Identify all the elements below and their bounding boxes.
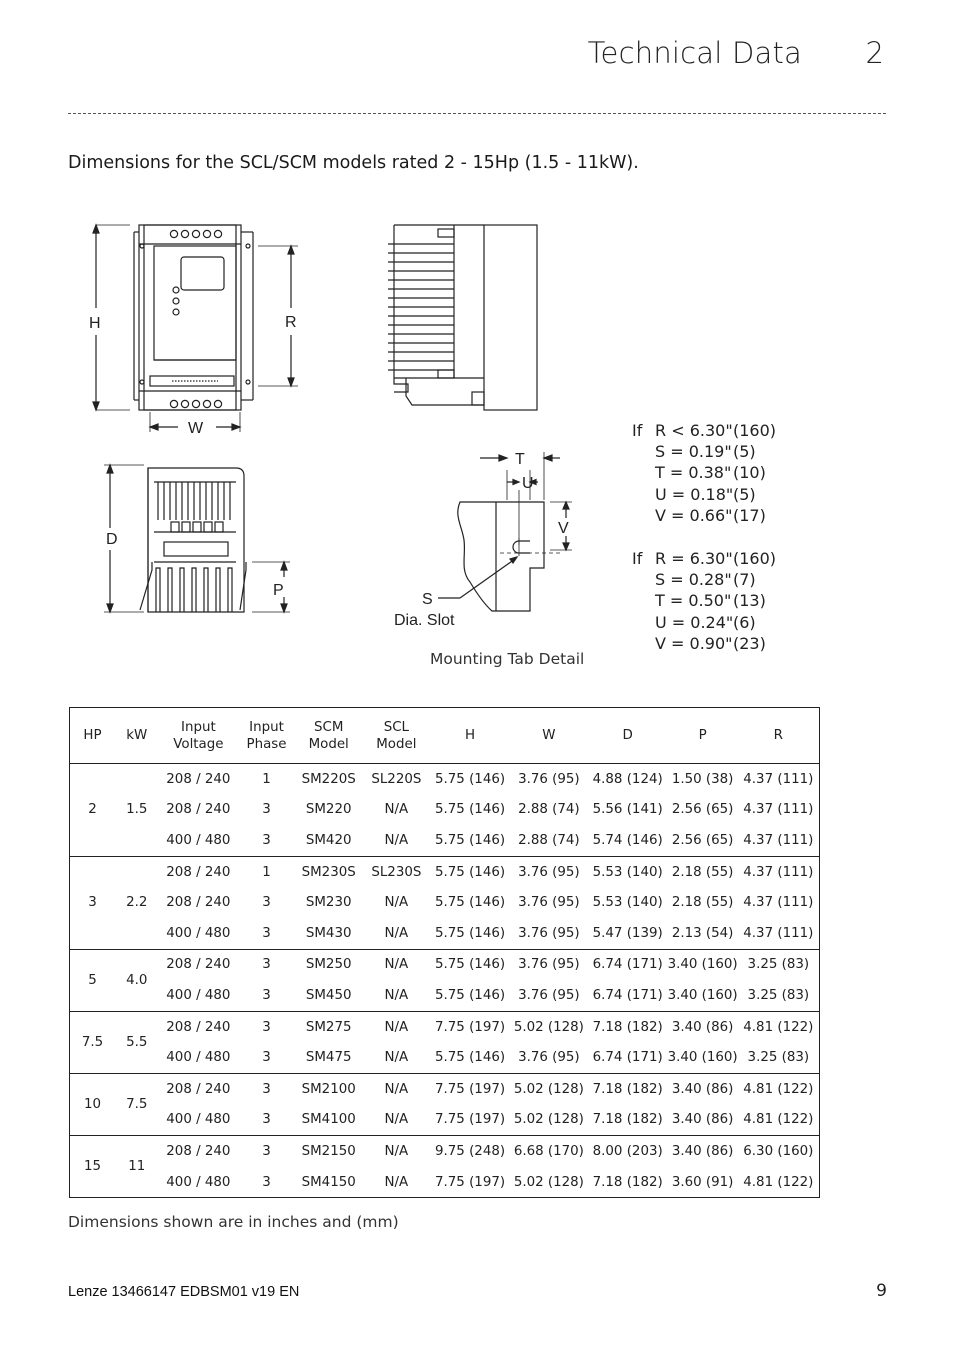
chapter-number: 2 (865, 36, 884, 70)
table-cell: 3 (262, 1050, 271, 1066)
label-s: S (422, 591, 433, 608)
table-cell: 5.75 (146) (435, 987, 506, 1003)
table-cell: 6.30 (160) (738, 1136, 820, 1167)
spec-expr: V = 0.66" (655, 505, 733, 525)
table-cell: 3.76 (95) (518, 895, 580, 911)
label-p: P (273, 582, 284, 599)
spec-group-small-r (632, 420, 783, 526)
table-cell: 3 (238, 1011, 295, 1042)
table-cell: SM230 (305, 895, 352, 911)
spec-prefix: If (632, 549, 643, 568)
table-cell: N/A (384, 895, 409, 911)
table-cell: 208 / 240 (166, 802, 231, 818)
table-row (70, 1105, 820, 1136)
table-cell: 3 (262, 1174, 271, 1190)
table-row (70, 918, 820, 949)
hp-cell: 5 (70, 949, 116, 1011)
spec-prefix (632, 484, 655, 505)
table-cell: N/A (363, 949, 431, 980)
column-header: P (668, 708, 738, 764)
table-cell: N/A (384, 1174, 409, 1190)
table-cell: 3.40 (86) (668, 1136, 738, 1167)
kw-cell: 11 (115, 1136, 159, 1198)
table-cell: 7.18 (182) (592, 1174, 663, 1190)
hp-cell: 10 (70, 1073, 116, 1135)
table-cell: 3.25 (83) (747, 1050, 810, 1066)
column-header: Input Phase (238, 708, 295, 764)
table-row (70, 949, 820, 980)
table-cell: SM475 (305, 1050, 352, 1066)
hp-cell: 3 (70, 856, 116, 949)
table-row (70, 887, 820, 918)
spec-mm: (10) (733, 463, 766, 483)
spec-mm: (17) (733, 505, 766, 525)
table-cell: 4.37 (111) (738, 856, 820, 887)
table-cell: 5.02 (128) (510, 1073, 588, 1104)
table-body (70, 764, 820, 1198)
spec-expr: U = 0.18" (655, 484, 734, 504)
table-cell: 400 / 480 (166, 987, 231, 1003)
table-cell: 5.75 (146) (435, 1050, 506, 1066)
column-header: kW (115, 708, 159, 764)
spec-mm: (5) (733, 442, 756, 462)
dimensions-table (69, 707, 820, 1198)
table-cell: 208 / 240 (159, 856, 239, 887)
spec-mm: (13) (733, 591, 766, 611)
table-cell: 3.25 (83) (738, 949, 820, 980)
table-cell: 2.56 (65) (671, 802, 734, 818)
table-cell: 1 (238, 764, 295, 795)
table-cell: SM4150 (301, 1174, 356, 1190)
column-header: Input Voltage (159, 708, 239, 764)
table-cell: 208 / 240 (159, 1136, 239, 1167)
spec-prefix (632, 441, 655, 462)
label-w: W (188, 420, 204, 437)
table-cell: 5.75 (146) (435, 832, 506, 848)
table-cell: SM450 (305, 987, 352, 1003)
table-cell: 400 / 480 (166, 1050, 231, 1066)
table-cell: 2.18 (55) (668, 856, 738, 887)
table-cell: 8.00 (203) (588, 1136, 668, 1167)
table-cell: 7.75 (197) (435, 1112, 506, 1128)
kw-cell: 7.5 (115, 1073, 159, 1135)
table-cell: 208 / 240 (159, 949, 239, 980)
table-cell: 4.37 (111) (743, 925, 814, 941)
table-cell: 4.37 (111) (738, 764, 820, 795)
table-row (70, 1073, 820, 1104)
table-cell: 4.81 (122) (738, 1011, 820, 1042)
spec-prefix (632, 633, 655, 654)
label-h: H (89, 315, 101, 332)
spec-prefix (632, 590, 655, 611)
table-cell: 7.18 (182) (588, 1073, 668, 1104)
table-cell: 3.76 (95) (510, 949, 588, 980)
table-cell: 7.75 (197) (435, 1174, 506, 1190)
spec-prefix: If (632, 421, 643, 440)
spec-expr: V = 0.90" (655, 633, 733, 653)
column-header: HP (70, 708, 116, 764)
table-cell: N/A (363, 1136, 431, 1167)
table-cell: 4.81 (122) (743, 1112, 814, 1128)
spec-mm: (5) (733, 484, 756, 504)
table-cell: 208 / 240 (159, 1011, 239, 1042)
table-cell: 3 (262, 802, 271, 818)
table-cell: 4.37 (111) (743, 832, 814, 848)
table-row (70, 856, 820, 887)
table-footnote: Dimensions shown are in inches and (mm) (68, 1213, 399, 1231)
table-cell: 7.18 (182) (592, 1112, 663, 1128)
spec-expr: S = 0.19" (655, 442, 732, 462)
table-cell: 3 (238, 1073, 295, 1104)
spec-mm: (160) (733, 549, 777, 568)
spec-expr: R = 6.30" (655, 549, 733, 568)
table-header-row (70, 708, 820, 764)
table-cell: SM430 (305, 925, 352, 941)
table-cell: 3 (262, 925, 271, 941)
table-cell: 3.40 (160) (667, 1050, 738, 1066)
table-cell: 400 / 480 (166, 1174, 231, 1190)
label-v: V (558, 520, 569, 537)
table-cell: 2.88 (74) (518, 832, 580, 848)
table-cell: SL220S (363, 764, 431, 795)
table-cell: 3.40 (86) (668, 1011, 738, 1042)
table-row (70, 825, 820, 856)
table-cell: 9.75 (248) (430, 1136, 510, 1167)
spec-expr: T = 0.38" (655, 463, 732, 483)
table-row (70, 795, 820, 826)
table-cell: SM275 (295, 1011, 363, 1042)
hp-cell: 15 (70, 1136, 116, 1198)
table-cell: 400 / 480 (166, 1112, 231, 1128)
table-row (70, 1011, 820, 1042)
kw-cell: 1.5 (115, 764, 159, 857)
table-row (70, 980, 820, 1011)
hp-cell: 7.5 (70, 1011, 116, 1073)
table-cell: 5.53 (140) (588, 856, 668, 887)
hp-cell: 2 (70, 764, 116, 857)
table-cell: 5.56 (141) (592, 802, 663, 818)
spec-prefix (632, 505, 655, 526)
spec-prefix (632, 612, 655, 633)
table-row (70, 764, 820, 795)
table-cell: 7.75 (197) (430, 1011, 510, 1042)
table-cell: 6.68 (170) (510, 1136, 588, 1167)
table-cell: 5.74 (146) (592, 832, 663, 848)
table-cell: 5.75 (146) (430, 764, 510, 795)
table-cell: SM2150 (295, 1136, 363, 1167)
page-subtitle: Dimensions for the SCL/SCM models rated 2 - 15Hp (1.5 - 11kW). (68, 153, 639, 173)
table-row (70, 1136, 820, 1167)
table-cell: SM250 (295, 949, 363, 980)
mounting-tab-detail-drawing (438, 452, 572, 612)
table-cell: 3.40 (160) (667, 987, 738, 1003)
column-header: D (588, 708, 668, 764)
table-cell: 3 (238, 1136, 295, 1167)
section-title: Technical Data (587, 36, 802, 70)
header-divider (68, 113, 886, 114)
column-header: H (430, 708, 510, 764)
spec-expr: S = 0.28" (655, 570, 732, 590)
table-cell: 5.47 (139) (592, 925, 663, 941)
table-cell: 1 (238, 856, 295, 887)
table-cell: SM4100 (301, 1112, 356, 1128)
table-cell: 208 / 240 (159, 764, 239, 795)
spec-mm: (23) (733, 633, 766, 653)
label-u: U (522, 475, 534, 492)
label-dia-slot: Dia. Slot (394, 612, 455, 629)
kw-cell: 5.5 (115, 1011, 159, 1073)
table-cell: 3.40 (86) (668, 1073, 738, 1104)
column-header: SCL Model (363, 708, 431, 764)
table-cell: 1.50 (38) (668, 764, 738, 795)
table-cell: 3.40 (86) (671, 1112, 734, 1128)
dimension-drawings (60, 200, 620, 630)
table-cell: N/A (384, 1112, 409, 1128)
table-cell: 6.74 (171) (588, 949, 668, 980)
label-r: R (285, 314, 297, 331)
table-cell: 4.81 (122) (738, 1073, 820, 1104)
table-cell: 5.02 (128) (510, 1011, 588, 1042)
kw-cell: 2.2 (115, 856, 159, 949)
table-cell: SL230S (363, 856, 431, 887)
table-cell: 5.53 (140) (592, 895, 663, 911)
table-cell: N/A (363, 1011, 431, 1042)
table-cell: 7.75 (197) (430, 1073, 510, 1104)
column-header: SCM Model (295, 708, 363, 764)
table-cell: N/A (363, 1073, 431, 1104)
table-cell: 5.75 (146) (435, 925, 506, 941)
table-cell: 3.76 (95) (510, 856, 588, 887)
table-cell: 3.25 (83) (747, 987, 810, 1003)
table-cell: 3 (262, 1112, 271, 1128)
table-cell: 2.18 (55) (671, 895, 734, 911)
table-cell: 2.56 (65) (671, 832, 734, 848)
table-cell: 3.60 (91) (671, 1174, 734, 1190)
spec-mm: (7) (733, 570, 756, 590)
table-cell: 3 (262, 832, 271, 848)
spec-group-large-r (632, 548, 783, 654)
table-cell: 400 / 480 (166, 832, 231, 848)
table-cell: 5.75 (146) (430, 949, 510, 980)
kw-cell: 4.0 (115, 949, 159, 1011)
table-cell: 5.75 (146) (435, 895, 506, 911)
drawing-caption: Mounting Tab Detail (430, 650, 585, 668)
table-cell: 7.18 (182) (588, 1011, 668, 1042)
table-row (70, 1042, 820, 1073)
table-cell: 3.76 (95) (518, 987, 580, 1003)
table-cell: 400 / 480 (166, 925, 231, 941)
table-cell: 6.74 (171) (592, 1050, 663, 1066)
table-cell: 208 / 240 (159, 1073, 239, 1104)
table-cell: 3.76 (95) (518, 1050, 580, 1066)
table-row (70, 1167, 820, 1198)
table-cell: N/A (384, 802, 409, 818)
column-header: W (510, 708, 588, 764)
table-cell: SM420 (305, 832, 352, 848)
label-d: D (106, 531, 118, 548)
spec-prefix (632, 569, 655, 590)
spec-expr: R < 6.30" (655, 421, 733, 440)
table-cell: 208 / 240 (166, 895, 231, 911)
spec-expr: T = 0.50" (655, 591, 732, 611)
table-cell: 3.40 (160) (668, 949, 738, 980)
spec-mm: (6) (733, 612, 756, 632)
table-cell: 5.02 (128) (513, 1112, 584, 1128)
table-cell: SM220S (295, 764, 363, 795)
table-cell: 6.74 (171) (592, 987, 663, 1003)
table-cell: 5.75 (146) (435, 802, 506, 818)
spec-expr: U = 0.24" (655, 612, 734, 632)
table-cell: N/A (384, 925, 409, 941)
table-cell: 3 (262, 987, 271, 1003)
footer-doc-id: Lenze 13466147 EDBSM01 v19 EN (68, 1284, 300, 1300)
table-cell: N/A (384, 1050, 409, 1066)
table-cell: 5.75 (146) (430, 856, 510, 887)
table-cell: 2.88 (74) (518, 802, 580, 818)
spec-mm: (160) (733, 421, 777, 440)
page-number: 9 (876, 1281, 887, 1301)
table-cell: N/A (384, 987, 409, 1003)
front-view-drawing (93, 225, 298, 432)
table-cell: N/A (384, 832, 409, 848)
table-cell: SM220 (305, 802, 352, 818)
table-cell: 3.76 (95) (510, 764, 588, 795)
table-cell: 4.81 (122) (743, 1174, 814, 1190)
table-cell: 3.76 (95) (518, 925, 580, 941)
table-cell: 4.37 (111) (743, 895, 814, 911)
table-cell: SM230S (295, 856, 363, 887)
table-cell: 4.88 (124) (588, 764, 668, 795)
table-cell: 5.02 (128) (513, 1174, 584, 1190)
label-t: T (515, 451, 525, 468)
column-header: R (738, 708, 820, 764)
spec-prefix (632, 462, 655, 483)
table-cell: 4.37 (111) (743, 802, 814, 818)
table-cell: SM2100 (295, 1073, 363, 1104)
side-view-drawing (388, 225, 537, 410)
table-cell: 3 (238, 949, 295, 980)
table-cell: 2.13 (54) (671, 925, 734, 941)
table-cell: 3 (262, 895, 271, 911)
bottom-view-drawing (104, 465, 290, 612)
